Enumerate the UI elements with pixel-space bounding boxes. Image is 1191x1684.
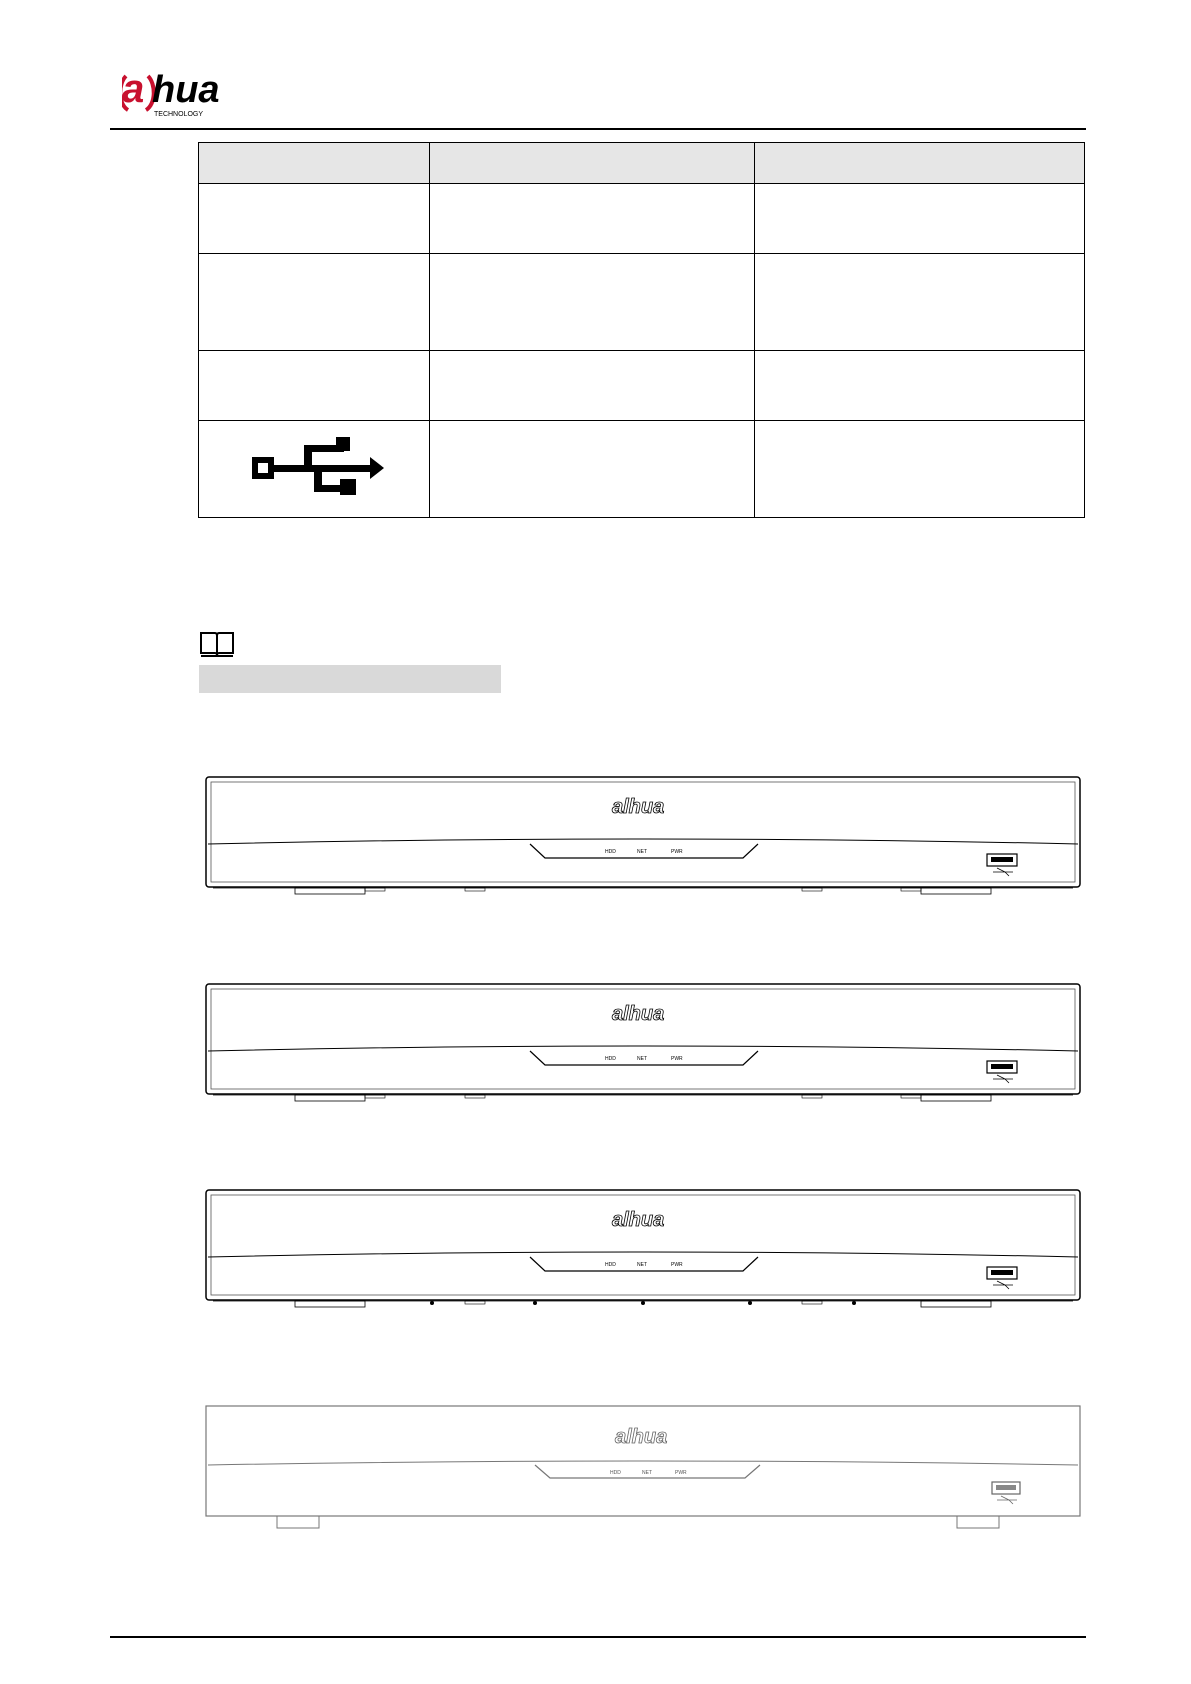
- device-front-panel-4: [205, 1405, 1081, 1530]
- device-front-panel-3: [205, 1189, 1081, 1314]
- footer-rule: [110, 1636, 1086, 1638]
- table-row: [199, 184, 1085, 254]
- device-logo: alhua: [615, 1426, 668, 1448]
- table-cell: [755, 254, 1085, 351]
- svg-text:hua: hua: [152, 70, 220, 111]
- table-header-cell: [199, 143, 430, 184]
- table-header-row: [199, 143, 1085, 184]
- table-cell: [755, 351, 1085, 421]
- table-cell: [430, 421, 755, 518]
- indicator-label: NET: [642, 1470, 652, 1476]
- device-logo: alhua: [612, 1003, 665, 1025]
- indicator-label: PWR: [671, 1056, 683, 1062]
- spec-table: [198, 142, 1085, 518]
- note-text: [199, 665, 501, 693]
- indicator-label: PWR: [671, 849, 683, 855]
- table-header-cell: [755, 143, 1085, 184]
- header-rule: [110, 128, 1086, 130]
- table-cell: [430, 254, 755, 351]
- device-front-panel-1: [205, 776, 1081, 901]
- indicator-label: HDD: [605, 1056, 616, 1062]
- indicator-label: NET: [637, 1056, 647, 1062]
- table-header-cell: [430, 143, 755, 184]
- table-cell: [430, 351, 755, 421]
- usb-icon: [244, 433, 384, 503]
- brand-logo: [122, 70, 272, 120]
- table-row: [199, 351, 1085, 421]
- device-front-panel-2: [205, 983, 1081, 1108]
- indicator-label: PWR: [675, 1470, 687, 1476]
- indicator-label: NET: [637, 1262, 647, 1268]
- svg-text:a: a: [122, 70, 145, 111]
- indicator-label: HDD: [605, 1262, 616, 1268]
- table-row: [199, 421, 1085, 518]
- indicator-label: NET: [637, 849, 647, 855]
- book-icon: [199, 630, 235, 658]
- table-row: [199, 254, 1085, 351]
- table-cell: [755, 184, 1085, 254]
- device-logo: alhua: [612, 796, 665, 818]
- device-logo: alhua: [612, 1209, 665, 1231]
- table-cell: [755, 421, 1085, 518]
- indicator-label: PWR: [671, 1262, 683, 1268]
- svg-text:TECHNOLOGY: TECHNOLOGY: [154, 111, 204, 118]
- table-cell: [199, 351, 430, 421]
- table-cell: [199, 184, 430, 254]
- table-cell: [199, 421, 430, 518]
- indicator-label: HDD: [605, 849, 616, 855]
- table-cell: [199, 254, 430, 351]
- table-cell: [430, 184, 755, 254]
- indicator-label: HDD: [610, 1470, 621, 1476]
